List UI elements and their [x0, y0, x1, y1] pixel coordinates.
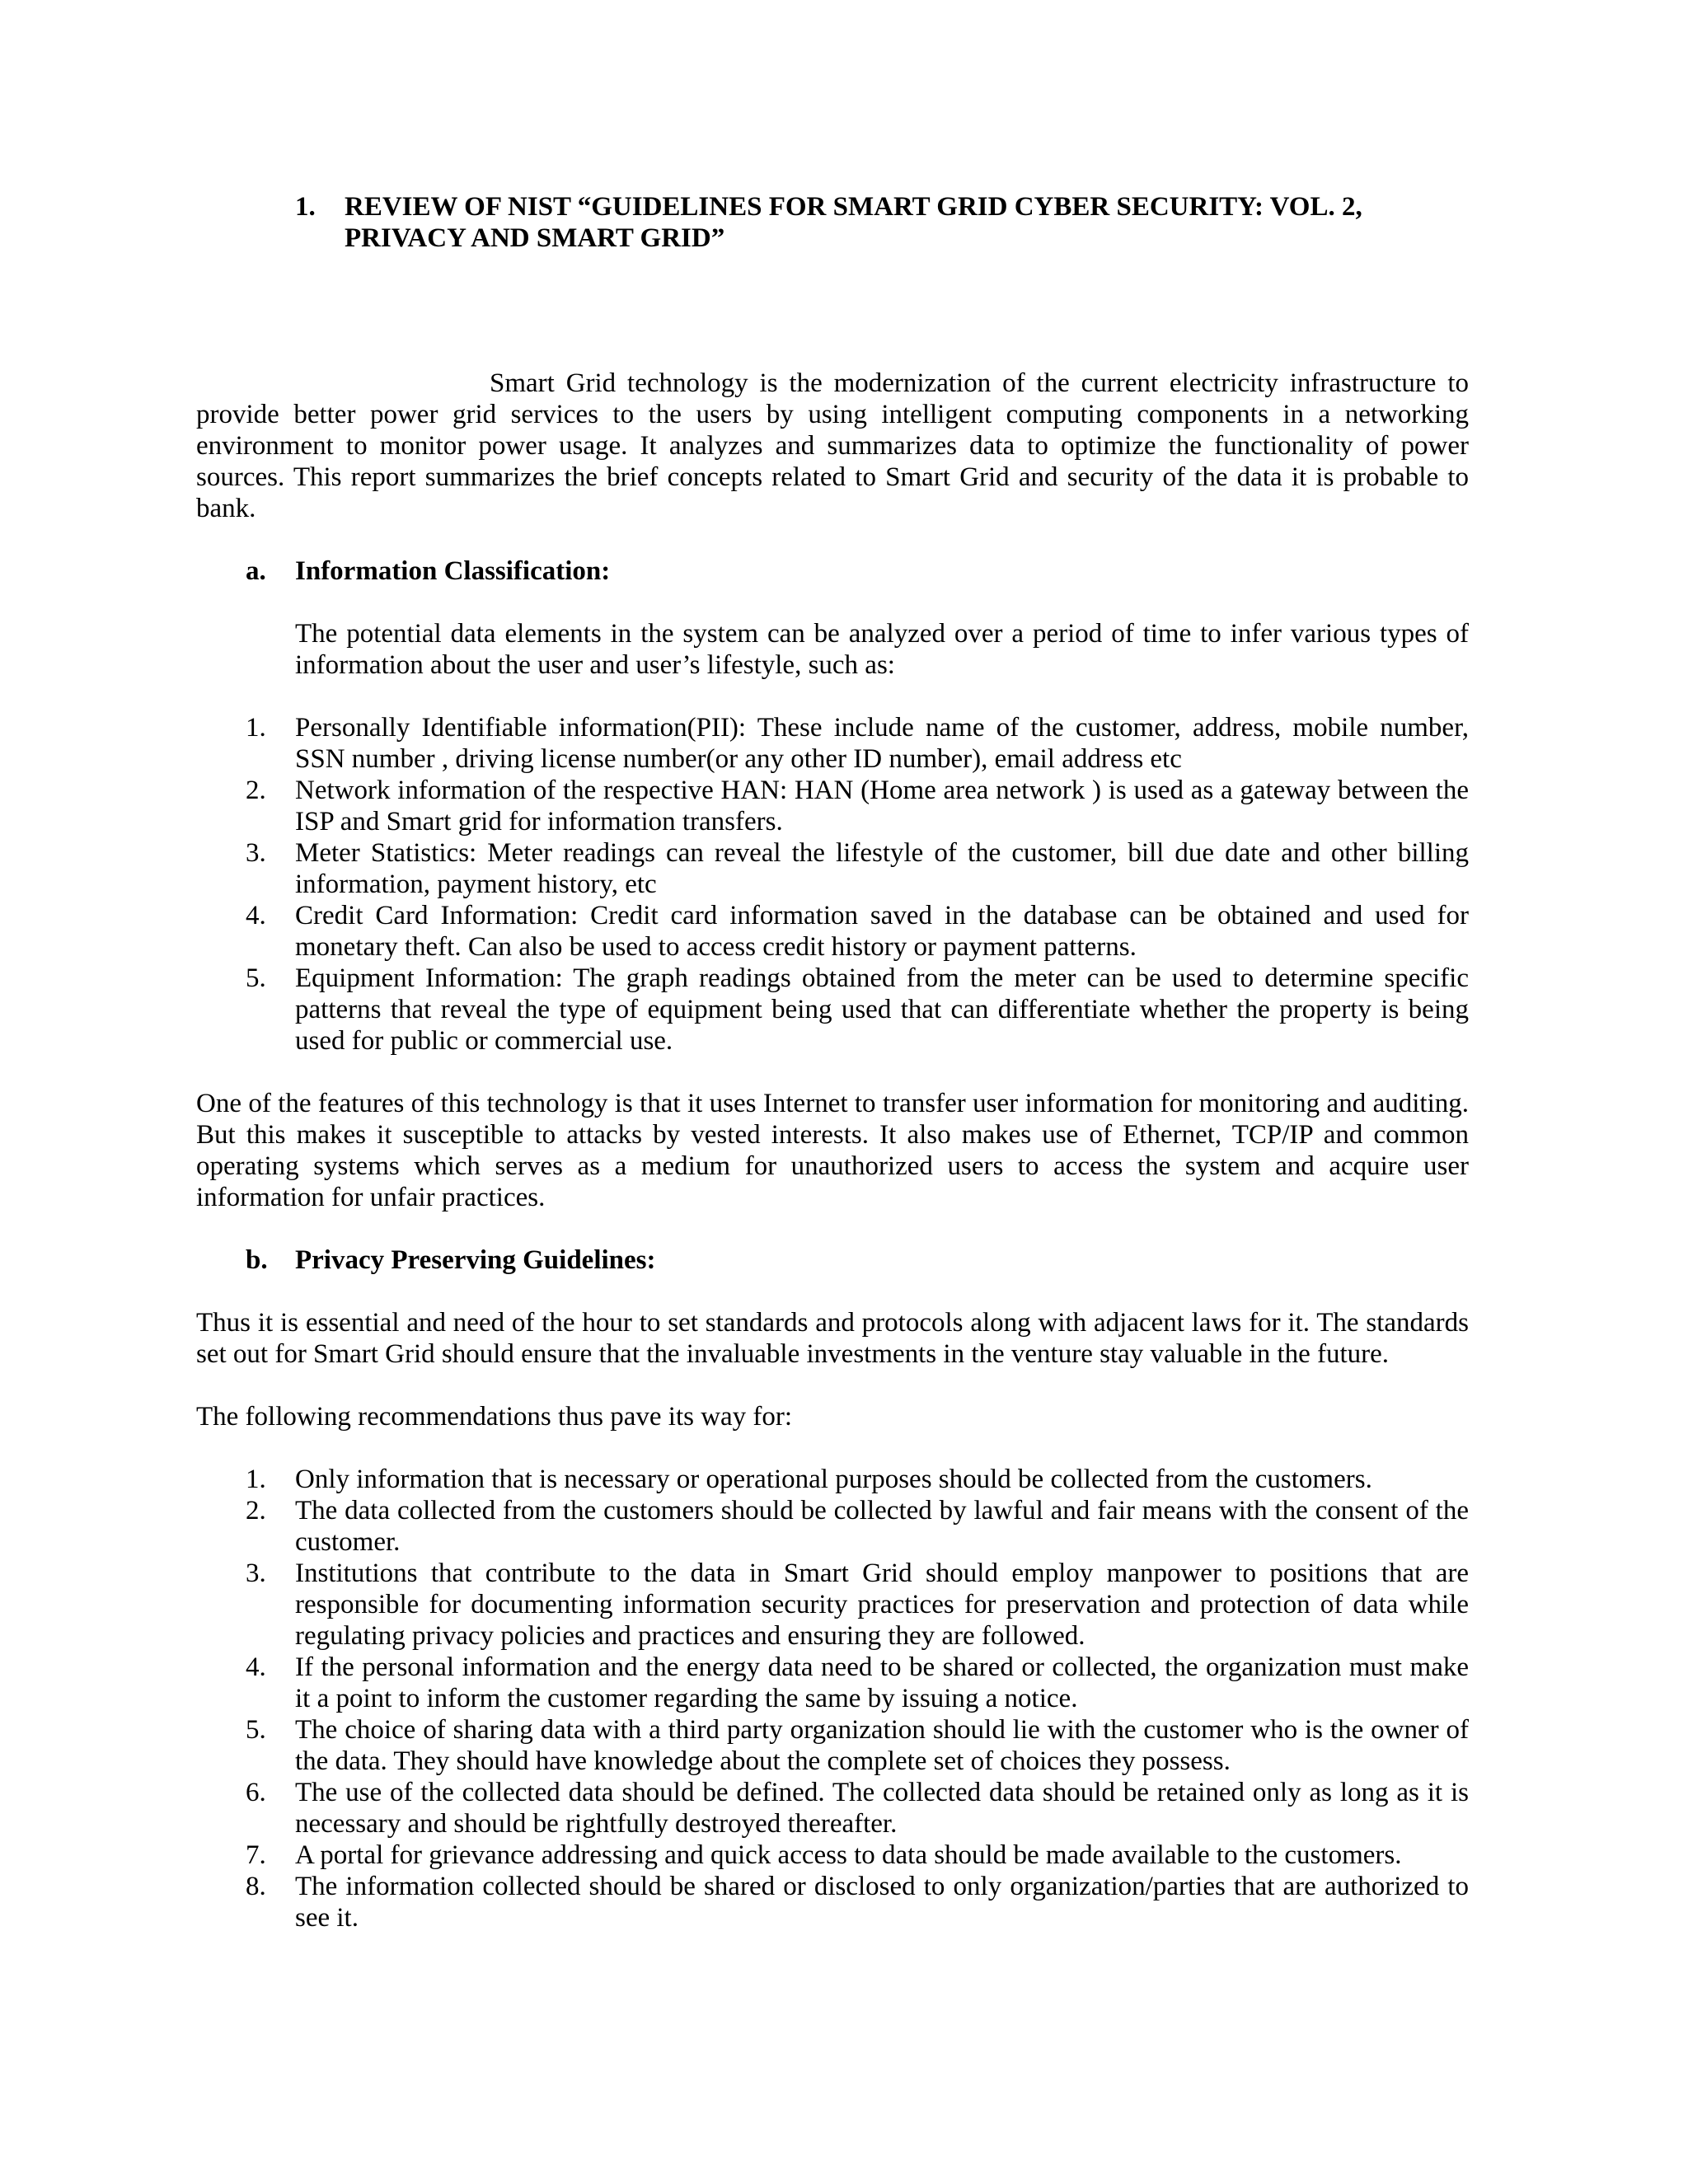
document-page: [196, 191, 1469, 1933]
list-item-number: 6.: [246, 1778, 266, 1807]
list-item: [196, 712, 1469, 775]
document-title: [196, 191, 1469, 254]
list-item: [196, 1495, 1469, 1558]
section-b-title: Privacy Preserving Guidelines:: [295, 1245, 656, 1275]
list-item-text: If the personal information and the energy data need to be shared or collected, the organization must make it a point to inform the customer regarding the same by issuing a notice.: [295, 1652, 1469, 1713]
section-a-letter: a.: [246, 556, 266, 586]
list-item-text: Network information of the respective HAN: HAN (Home area network ) is used as a gateway between the ISP and Smart grid for information transfers.: [295, 776, 1469, 837]
section-a-title: Information Classification:: [295, 556, 611, 586]
section-b-paragraph-2: The following recommendations thus pave its way for:: [196, 1402, 793, 1432]
list-item-number: 5.: [246, 963, 266, 993]
section-a-closing: One of the features of this technology is that it uses Internet to transfer user information for monitoring and auditing. But this makes it susceptible to attacks by vested interests. It also makes use of Ethernet, TCP/IP and common operating systems which serves as a medium for unauthorized users to access the system and acquire user information for unfair practices.: [196, 1089, 1469, 1212]
list-item-number: 4.: [246, 901, 266, 930]
list-item-text: A portal for grievance addressing and quick access to data should be made available to the customers.: [295, 1840, 1402, 1870]
list-item-text: Equipment Information: The graph readings obtained from the meter can be used to determine specific patterns that reveal the type of equipment being used that can differentiate whether the property is being used for public or commercial use.: [295, 963, 1469, 1056]
list-item-number: 7.: [246, 1840, 266, 1870]
list-item-text: Personally Identifiable information(PII): These include name of the customer, address, mobile number, SSN number , driving license number(or any other ID number), email address etc: [295, 713, 1469, 774]
list-item-text: Only information that is necessary or operational purposes should be collected from the customers.: [295, 1465, 1372, 1494]
list-item-number: 1.: [246, 713, 266, 743]
list-item: [196, 1840, 1469, 1871]
section-a-list: [196, 712, 1469, 1057]
list-item: [196, 1871, 1469, 1933]
list-item-text: The data collected from the customers should be collected by lawful and fair means with the consent of the customer.: [295, 1496, 1469, 1557]
list-item: [196, 1558, 1469, 1652]
list-item-number: 3.: [246, 1558, 266, 1588]
list-item-number: 2.: [246, 1496, 266, 1526]
list-item: [196, 1464, 1469, 1495]
list-item-text: Institutions that contribute to the data in Smart Grid should employ manpower to positions that are responsible for documenting information security practices for preservation and protection of data while regulating privacy policies and practices and ensuring they are followed.: [295, 1558, 1469, 1651]
list-item: [196, 1777, 1469, 1840]
title-number: 1.: [295, 192, 316, 222]
list-item-text: The information collected should be shared or disclosed to only organization/parties that are authorized to see it.: [295, 1872, 1469, 1933]
list-item: [196, 1652, 1469, 1714]
list-item-number: 2.: [246, 776, 266, 805]
list-item-number: 5.: [246, 1715, 266, 1745]
section-b-letter: b.: [246, 1245, 268, 1275]
list-item-number: 8.: [246, 1872, 266, 1901]
section-b-paragraph-1: Thus it is essential and need of the hour to set standards and protocols along with adjacent laws for it. The standards set out for Smart Grid should ensure that the invaluable investments in the venture stay valuable in the future.: [196, 1308, 1469, 1369]
list-item-text: Credit Card Information: Credit card information saved in the database can be obtained and used for monetary theft. Can also be used to access credit history or payment patterns.: [295, 901, 1469, 962]
list-item-number: 1.: [246, 1465, 266, 1494]
list-item: [196, 1714, 1469, 1777]
section-b-heading: [196, 1244, 1469, 1276]
list-item-number: 4.: [246, 1652, 266, 1682]
list-item-number: 3.: [246, 838, 266, 868]
list-item: [196, 900, 1469, 963]
list-item: [196, 963, 1469, 1057]
list-item: [196, 775, 1469, 837]
intro-paragraph: Smart Grid technology is the modernization of the current electricity infrastructure to provide better power grid services to the users by using intelligent computing components in a networking environment to monitor power usage. It analyzes and summarizes data to optimize the functionality of power sources. This report summarizes the brief concepts related to Smart Grid and security of the data it is probable to bank.: [196, 368, 1469, 523]
list-item-text: The use of the collected data should be defined. The collected data should be retained only as long as it is necessary and should be rightfully destroyed thereafter.: [295, 1778, 1469, 1839]
section-a-heading: [196, 555, 1469, 587]
title-text: REVIEW OF NIST “GUIDELINES FOR SMART GRID CYBER SECURITY: VOL. 2, PRIVACY AND SMART GRID”: [345, 192, 1362, 253]
section-a-lead: The potential data elements in the system can be analyzed over a period of time to infer various types of information about the user and user’s lifestyle, such as:: [295, 619, 1469, 680]
list-item-text: The choice of sharing data with a third party organization should lie with the customer who is the owner of the data. They should have knowledge about the complete set of choices they possess.: [295, 1715, 1469, 1776]
list-item-text: Meter Statistics: Meter readings can reveal the lifestyle of the customer, bill due date and other billing information, payment history, etc: [295, 838, 1469, 899]
list-item: [196, 837, 1469, 900]
section-b-list: [196, 1464, 1469, 1933]
